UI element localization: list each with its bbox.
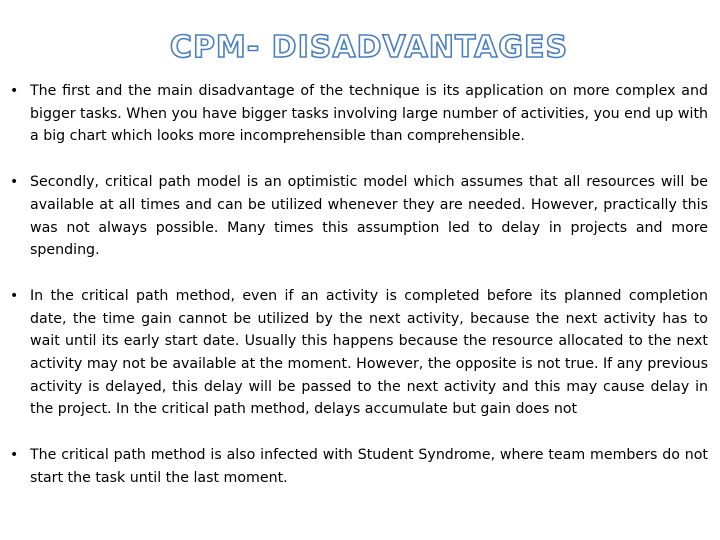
bullet-marker: • — [10, 287, 19, 304]
bullet-text: In the critical path method, even if an activity is completed before its planned completion date, the time gain cannot be utilized by the next activity, because the next activity has to wait until its early start date. Usually this happens because the resource allocated to the next activity may not be available at the moment. However, the opposite is not true. If any previous activity is delayed, this delay will be passed to the next activity and this may cause delay in the project. In the critical path method, delays accumulate but gain does not — [30, 287, 708, 418]
bullet-item-1 — [10, 80, 708, 148]
slide-title: CPM- DISADVANTAGES — [169, 30, 569, 65]
bullet-item-4 — [10, 444, 708, 489]
bullet-item-3 — [10, 285, 708, 421]
bullet-list — [10, 80, 708, 513]
bullet-marker: • — [10, 174, 19, 191]
bullet-text: The first and the main disadvantage of the technique is its application on more complex and bigger tasks. When you have bigger tasks involving large number of activities, you end up with a big chart which looks more incomprehensible than comprehensible. — [30, 83, 708, 145]
bullet-marker: • — [10, 83, 19, 99]
bullet-marker: • — [10, 447, 19, 464]
bullet-item-2 — [10, 171, 708, 262]
bullet-text: The critical path method is also infected with Student Syndrome, where team members do not start the task until the last moment. — [30, 447, 708, 486]
bullet-text: Secondly, critical path model is an optimistic model which assumes that all resources will be available at all times and can be utilized whenever they are needed. However, practically this was not always possible. Many times this assumption led to delay in projects and more spending. — [30, 174, 708, 259]
